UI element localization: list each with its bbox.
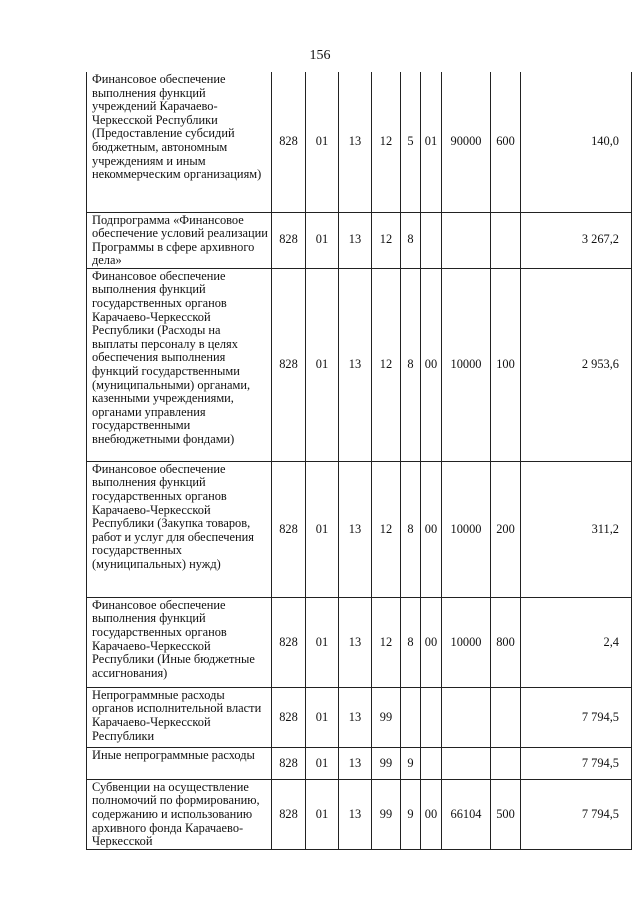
row-code-cell: 10000 [442, 597, 491, 687]
row-direction-cell [421, 212, 442, 268]
row-direction-cell [421, 687, 442, 747]
row-rz-cell: 01 [306, 212, 339, 268]
row-vr-cell [491, 212, 521, 268]
budget-table [86, 72, 632, 850]
row-code-cell [442, 212, 491, 268]
row-rz-cell: 01 [306, 687, 339, 747]
row-program-cell: 99 [372, 687, 401, 747]
row-rz-cell: 01 [306, 72, 339, 212]
row-name-cell: Непрограммные расходы органов исполнительной власти Карачаево-Черкесской Республики [87, 687, 272, 747]
row-subprogram-cell: 9 [401, 779, 421, 849]
row-code-cell: 10000 [442, 461, 491, 597]
row-ved-cell: 828 [272, 461, 306, 597]
row-amount-cell: 2,4 [521, 597, 632, 687]
row-amount-cell: 2 953,6 [521, 268, 632, 461]
table-row [87, 212, 632, 268]
row-ved-cell: 828 [272, 72, 306, 212]
row-name-cell: Подпрограмма «Финансовое обеспечение условий реализации Программы в сфере архивного дела» [87, 212, 272, 268]
row-rz-cell: 01 [306, 597, 339, 687]
row-ved-cell: 828 [272, 268, 306, 461]
row-amount-cell: 311,2 [521, 461, 632, 597]
row-subprogram-cell: 5 [401, 72, 421, 212]
row-ved-cell: 828 [272, 597, 306, 687]
row-program-cell: 12 [372, 597, 401, 687]
row-pr-cell: 13 [339, 212, 372, 268]
table-row [87, 461, 632, 597]
row-direction-cell: 00 [421, 461, 442, 597]
row-name-cell: Финансовое обеспечение выполнения функций государственных органов Карачаево-Черкесской Республики (Иные бюджетные ассигнования) [87, 597, 272, 687]
row-direction-cell [421, 747, 442, 779]
row-subprogram-cell: 8 [401, 597, 421, 687]
table-row [87, 687, 632, 747]
row-pr-cell: 13 [339, 268, 372, 461]
row-direction-cell: 01 [421, 72, 442, 212]
row-subprogram-cell [401, 687, 421, 747]
row-vr-cell: 200 [491, 461, 521, 597]
row-vr-cell: 600 [491, 72, 521, 212]
table-row [87, 779, 632, 849]
row-name-cell: Финансовое обеспечение выполнения функций учреждений Карачаево-Черкесской Республики (Предоставление субсидий бюджетным, автономным учреждениям и иным некоммерческим организациям) [87, 72, 272, 212]
row-pr-cell: 13 [339, 747, 372, 779]
row-vr-cell: 100 [491, 268, 521, 461]
row-ved-cell: 828 [272, 212, 306, 268]
row-subprogram-cell: 9 [401, 747, 421, 779]
row-direction-cell: 00 [421, 597, 442, 687]
row-amount-cell: 140,0 [521, 72, 632, 212]
row-program-cell: 12 [372, 461, 401, 597]
row-name-cell: Финансовое обеспечение выполнения функций государственных органов Карачаево-Черкесской Республики (Расходы на выплаты персоналу в целях обеспечения выполнения функций государственными (муниципальными) органами, казенными учреждениями, органами управления государственными внебюджетными фондами) [87, 268, 272, 461]
row-pr-cell: 13 [339, 779, 372, 849]
row-rz-cell: 01 [306, 268, 339, 461]
row-vr-cell: 500 [491, 779, 521, 849]
table-row [87, 747, 632, 779]
row-name-cell: Финансовое обеспечение выполнения функций государственных органов Карачаево-Черкесской Республики (Закупка товаров, работ и услуг для обеспечения государственных (муниципальных) нужд) [87, 461, 272, 597]
row-code-cell [442, 747, 491, 779]
row-program-cell: 99 [372, 747, 401, 779]
row-vr-cell [491, 687, 521, 747]
row-rz-cell: 01 [306, 779, 339, 849]
page-number: 156 [309, 48, 331, 63]
row-code-cell: 66104 [442, 779, 491, 849]
row-pr-cell: 13 [339, 687, 372, 747]
row-pr-cell: 13 [339, 461, 372, 597]
row-code-cell [442, 687, 491, 747]
row-direction-cell: 00 [421, 779, 442, 849]
row-vr-cell [491, 747, 521, 779]
row-name-cell: Иные непрограммные расходы [87, 747, 272, 779]
row-direction-cell: 00 [421, 268, 442, 461]
row-program-cell: 12 [372, 212, 401, 268]
row-ved-cell: 828 [272, 747, 306, 779]
row-program-cell: 99 [372, 779, 401, 849]
row-code-cell: 10000 [442, 268, 491, 461]
row-program-cell: 12 [372, 268, 401, 461]
row-amount-cell: 7 794,5 [521, 779, 632, 849]
table-row [87, 597, 632, 687]
row-rz-cell: 01 [306, 461, 339, 597]
row-subprogram-cell: 8 [401, 212, 421, 268]
row-vr-cell: 800 [491, 597, 521, 687]
row-amount-cell: 7 794,5 [521, 747, 632, 779]
row-subprogram-cell: 8 [401, 461, 421, 597]
row-amount-cell: 3 267,2 [521, 212, 632, 268]
table-row [87, 72, 632, 212]
row-rz-cell: 01 [306, 747, 339, 779]
row-subprogram-cell: 8 [401, 268, 421, 461]
row-amount-cell: 7 794,5 [521, 687, 632, 747]
row-pr-cell: 13 [339, 72, 372, 212]
row-ved-cell: 828 [272, 687, 306, 747]
row-program-cell: 12 [372, 72, 401, 212]
row-pr-cell: 13 [339, 597, 372, 687]
row-code-cell: 90000 [442, 72, 491, 212]
row-ved-cell: 828 [272, 779, 306, 849]
row-name-cell: Субвенции на осуществление полномочий по формированию, содержанию и использованию архивного фонда Карачаево-Черкесской [87, 779, 272, 849]
table-row [87, 268, 632, 461]
